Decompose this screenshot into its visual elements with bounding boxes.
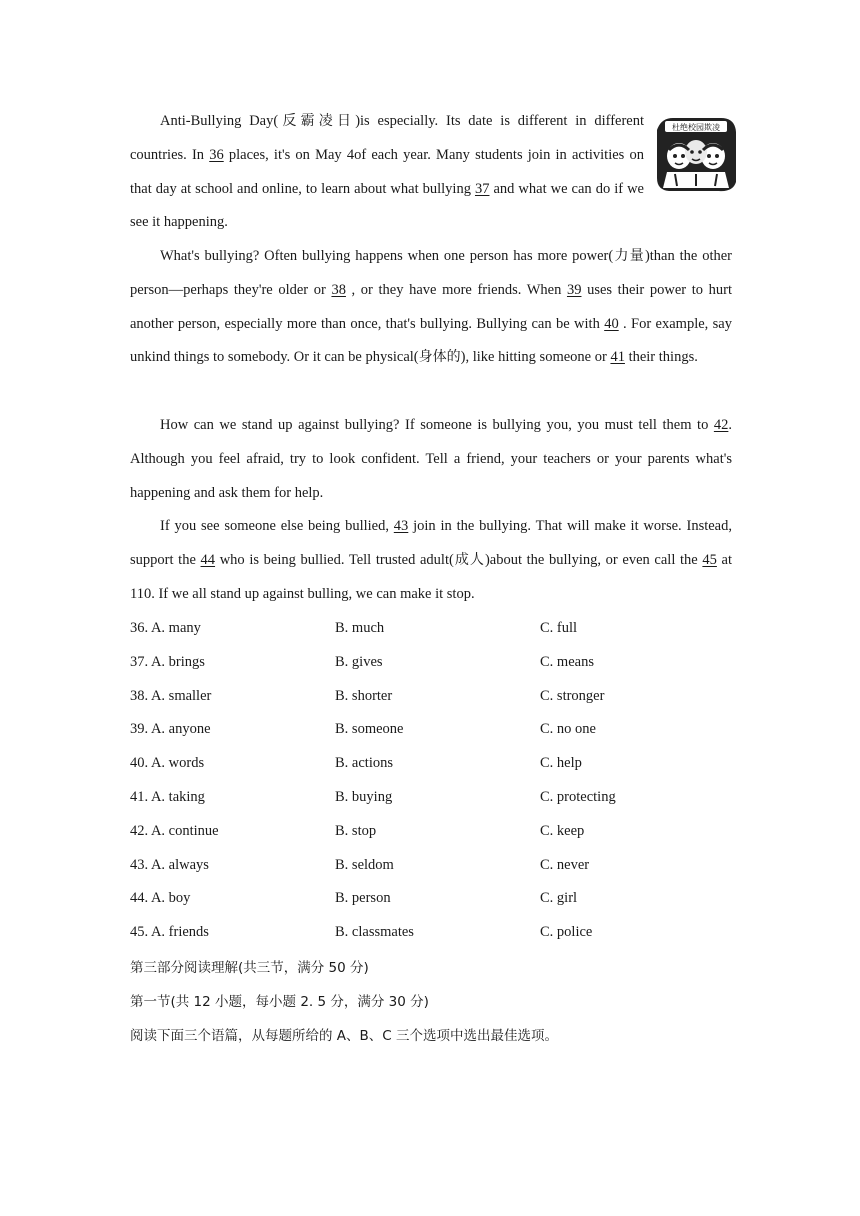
passage-paragraph-2 xyxy=(130,240,732,375)
option-b: B. classmates xyxy=(335,924,414,941)
option-b: B. stop xyxy=(335,822,377,839)
option-a: 36. A. many xyxy=(130,620,201,636)
option-c: C. keep xyxy=(540,822,585,839)
option-b: B. shorter xyxy=(335,687,393,704)
text-run: places, it's on May 4of each year. Many students join in activities on that day at school and online, to learn about what bullying xyxy=(130,146,644,197)
question-options-row xyxy=(130,646,732,680)
option-a: 39. A. anyone xyxy=(130,721,211,738)
option-c: C. protecting xyxy=(540,788,616,805)
chinese-gloss: 反霸凌日 xyxy=(278,113,356,129)
text-run: who is being bullied. Tell trusted adult( xyxy=(215,551,454,568)
option-a: 45. A. friends xyxy=(130,924,209,941)
text-run: )about the bullying, or even call the xyxy=(484,551,703,568)
text-run: at 110. If we all stand up against bulling, we can make it stop. xyxy=(130,551,733,602)
section-subheading: 第一节(共 12 小题，每小题 2. 5 分，满分 30 分) xyxy=(130,994,429,1010)
chinese-gloss: 身体的 xyxy=(418,349,461,366)
text-run: ), like hitting someone or xyxy=(460,349,611,366)
section-heading-part3: 第三部分阅读理解(共三节，满分 50 分) xyxy=(130,960,369,976)
option-b: B. someone xyxy=(335,721,404,738)
passage-paragraph-4 xyxy=(130,510,732,611)
logo-caption: 杜绝校园欺凌 xyxy=(672,123,720,132)
option-a: 40. A. words xyxy=(130,755,205,772)
text-run: Anti-Bullying Day( xyxy=(160,113,279,129)
option-a: 43. A. always xyxy=(130,856,209,873)
question-options-row xyxy=(130,916,732,950)
anti-bullying-badge-icon xyxy=(655,112,738,194)
text-run: join in the bullying. That will make it worse. Instead, support the xyxy=(130,518,732,568)
option-c: C. police xyxy=(540,924,593,941)
option-b: B. actions xyxy=(335,755,393,772)
option-a: 44. A. boy xyxy=(130,890,191,907)
blank-41: 41 xyxy=(610,349,625,366)
question-options-row xyxy=(130,612,732,646)
blank-44: 44 xyxy=(200,551,216,568)
option-b: B. much xyxy=(335,620,385,636)
option-c: C. means xyxy=(540,653,594,670)
option-c: C. full xyxy=(540,620,578,636)
chinese-gloss: 力量 xyxy=(613,248,645,264)
option-c: C. help xyxy=(540,755,582,772)
text-run: How can we stand up against bullying? If someone is bullying you, you must tell them to xyxy=(160,417,714,433)
blank-37: 37 xyxy=(474,180,490,197)
text-run: . For example, say unkind things to somebody. Or it can be physical( xyxy=(130,315,732,366)
question-options-row xyxy=(130,815,732,849)
blank-36: 36 xyxy=(209,146,224,163)
text-run: What's bullying? Often bullying happens when one person has more power( xyxy=(160,248,614,264)
blank-42: 42 xyxy=(713,417,729,433)
option-a: 38. A. smaller xyxy=(130,687,212,704)
blank-38: 38 xyxy=(331,281,346,298)
question-options-row xyxy=(130,680,732,714)
text-run: If you see someone else being bullied, xyxy=(160,518,394,534)
option-b: B. buying xyxy=(335,788,393,805)
answer-options-list xyxy=(130,612,732,950)
text-run: )is especially. Its date is different in different countries. In xyxy=(130,113,645,163)
option-a: 42. A. continue xyxy=(130,822,219,839)
option-b: B. seldom xyxy=(335,856,394,873)
question-options-row xyxy=(130,882,732,916)
option-c: C. girl xyxy=(540,890,578,907)
option-c: C. stronger xyxy=(540,687,605,704)
blank-43: 43 xyxy=(393,518,409,534)
option-b: B. person xyxy=(335,890,391,907)
text-run: )than the other person—perhaps they're older or xyxy=(130,248,732,298)
option-a: 37. A. brings xyxy=(130,653,205,670)
option-b: B. gives xyxy=(335,653,383,670)
text-run: and what we can do if we see it happening. xyxy=(130,180,644,231)
chinese-gloss: 成人 xyxy=(453,551,485,568)
option-c: C. no one xyxy=(540,721,596,738)
blank-45: 45 xyxy=(702,551,717,568)
text-run: , or they have more friends. When xyxy=(345,281,567,298)
text-run: . Although you feel afraid, try to look confident. Tell a friend, your teachers or your parents what's happening and ask them for help. xyxy=(130,417,732,501)
question-options-row xyxy=(130,849,732,883)
option-c: C. never xyxy=(540,856,590,873)
section-instruction: 阅读下面三个语篇，从每题所给的 A、B、C 三个选项中选出最佳选项。 xyxy=(130,1028,559,1044)
question-options-row xyxy=(130,713,732,747)
text-run: their things. xyxy=(624,349,698,366)
option-a: 41. A. taking xyxy=(130,788,205,805)
text-run: uses their power to hurt another person, especially more than once, that's bullying. Bullying can be with xyxy=(130,281,732,332)
blank-39: 39 xyxy=(566,281,582,298)
passage-paragraph-3 xyxy=(130,409,732,510)
passage-paragraph-1 xyxy=(130,105,644,240)
blank-40: 40 xyxy=(604,315,619,332)
question-options-row xyxy=(130,781,732,815)
question-options-row xyxy=(130,747,732,781)
